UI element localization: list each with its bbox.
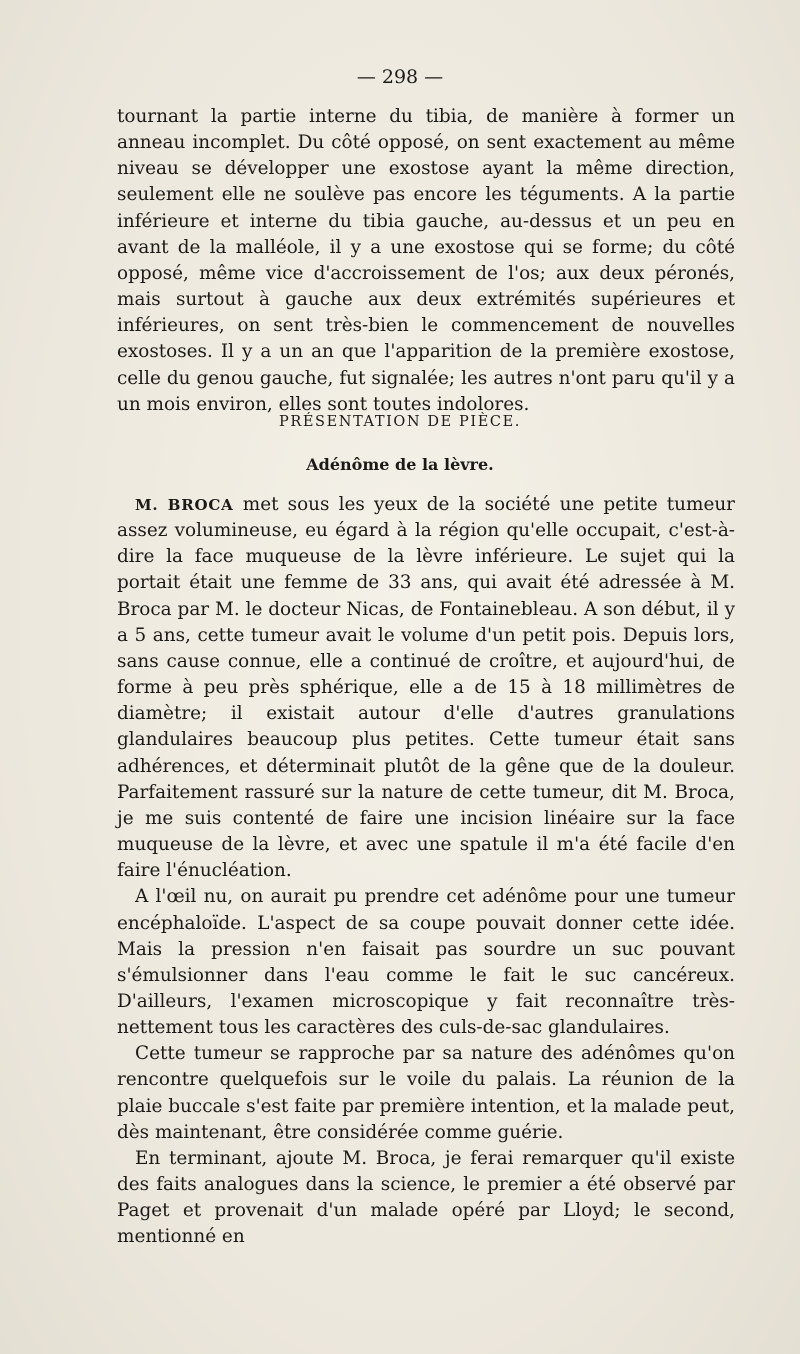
section-heading: PRÉSENTATION DE PIÈCE.	[279, 414, 521, 430]
report-text-block	[117, 492, 735, 1251]
paragraph-2: A l'œil nu, on aurait pu prendre cet adénôme pour une tumeur encéphaloïde. L'aspect de sa coupe pouvait donner cette idée. Mais la pression n'en faisait pas sourdre un suc pouvant s'émulsionner dans l'eau comme le fait le suc cancéreux. D'ailleurs, l'examen microscopique y fait reconnaître très-nettement tous les caractères des culs-de-sac glandulaires.	[117, 886, 735, 1039]
section-subheading: Adénôme de la lèvre.	[306, 455, 494, 474]
paragraph-1	[117, 492, 735, 884]
paragraph-3: Cette tumeur se rapproche par sa nature des adénômes qu'on rencontre quelquefois sur le voile du palais. La réunion de la plaie buccale s'est faite par première intention, et la malade peut, dès maintenant, être considérée comme guérie.	[117, 1043, 735, 1143]
page-number: — 298 —	[356, 66, 444, 88]
speaker-name: M. BROCA	[135, 496, 234, 514]
continuation-text-block	[117, 104, 735, 418]
paragraph-4: En terminant, ajoute M. Broca, je ferai remarquer qu'il existe des faits analogues dans la science, le premier a été observé par Paget et provenait d'un malade opéré par Lloyd; le second, mentionné en	[117, 1147, 735, 1248]
continuation-paragraph: tournant la partie interne du tibia, de manière à former un anneau incomplet. Du côté opposé, on sent exactement au même niveau se développer une exostose ayant la même direction, seulement elle ne soulève pas encore les téguments. A la partie inférieure et interne du tibia gauche, au-dessus et un peu en avant de la malléole, il y a une exostose qui se forme; du côté opposé, même vice d'accroissement de l'os; aux deux péronés, mais surtout à gauche aux deux extrémités supérieures et inférieures, on sent très-bien le commencement de nouvelles exostoses. Il y a un an que l'apparition de la première exostose, celle du genou gauche, fut signalée; les autres n'ont paru qu'il y a un mois environ, elles sont toutes indolores.	[117, 106, 735, 415]
paragraph-1-text: met sous les yeux de la société une petite tumeur assez volumineuse, eu égard à la région qu'elle occupait, c'est-à-dire la face muqueuse de la lèvre inférieure. Le sujet qui la portait était une femme de 33 ans, qui avait été adressée à M. Broca par M. le docteur Nicas, de Fontainebleau. A son début, il y a 5 ans, cette tumeur avait le volume d'un petit pois. Depuis lors, sans cause connue, elle a continué de croître, et aujourd'hui, de forme à peu près sphérique, elle a de 15 à 18 millimètres de diamètre; il existait autour d'elle d'autres granulations glandulaires beaucoup plus petites. Cette tumeur était sans adhérences, et déterminait plutôt de la gêne que de la douleur. Parfaitement rassuré sur la nature de cette tumeur, dit M. Broca, je me suis contenté de faire une incision linéaire sur la face muqueuse de la lèvre, et avec une spatule il m'a été facile d'en faire l'énucléation.	[117, 494, 735, 882]
